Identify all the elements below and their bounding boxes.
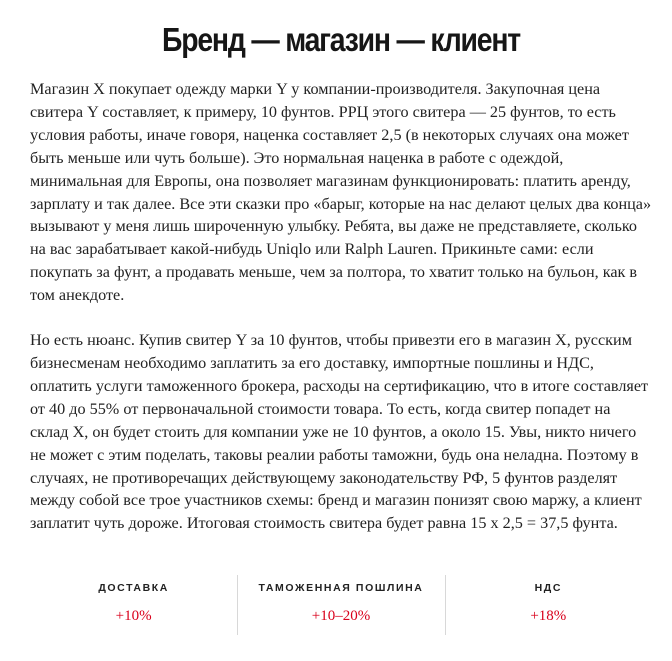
stat-customs-duty-value: +10–20% [311,608,371,624]
stat-delivery-label: ДОСТАВКА [98,582,169,594]
stat-customs-duty-label: ТАМОЖЕННАЯ ПОШЛИНА [258,582,424,594]
article-paragraph-2: Но есть нюанс. Купив свитер Y за 10 фунтов, чтобы привезти его в магазин X, русским бизнесменам необходимо заплатить за его доставку, импортные пошлины и НДС, оплатить услуги таможенного брокера, расходы на сертификацию, что в итоге составляет от 40 до 55% от первоначальной стоимости товара. То есть, когда свитер попадет на склад X, он будет стоить для компании уже не 10 фунтов, а около 15. Увы, никто ничего не может с этим поделать, таковы реалии работы таможни, будь она неладна. Поэтому в случаях, не противоречащих действующему законодательству РФ, 5 фунтов разделят между собой все трое участников схемы: бренд и магазин понизят свою маржу, а клиент заплатит чуть дороже. Итоговая стоимость свитера будет равна 15 х 2,5 = 37,5 фунта. [30,331,649,533]
article [30,0,652,535]
stat-delivery-value: +10% [115,608,152,624]
cost-breakdown [30,575,652,635]
stat-vat-value: +18% [530,608,567,624]
article-title: Бренд — магазин — клиент [161,21,520,58]
stat-customs-duty [237,575,444,635]
stat-vat-label: НДС [534,582,563,594]
article-paragraph-1: Магазин X покупает одежду марки Y у компании-производителя. Закупочная цена свитера Y составляет, к примеру, 10 фунтов. РРЦ этого свитера — 25 фунтов, то есть условия работы, иначе говоря, наценка составляет 2,5 (в некоторых случаях она может быть меньше или чуть больше). Это нормальная наценка в работе с одеждой, минимальная для Европы, она позволяет магазинам функционировать: платить аренду, зарплату и так далее. Все эти сказки про «барыг, которые на нас делают целых два конца» вызывают у меня лишь широченную улыбку. Ребята, вы даже не представляете, сколько на вас зарабатывает какой-нибудь Uniqlo или Ralph Lauren. Прикиньте сами: если покупать за фунт, а продавать меньше, чем за полтора, то хватит только на бульон, как в том анекдоте. [30,80,652,305]
stat-delivery [30,575,237,635]
stat-vat [445,575,652,635]
